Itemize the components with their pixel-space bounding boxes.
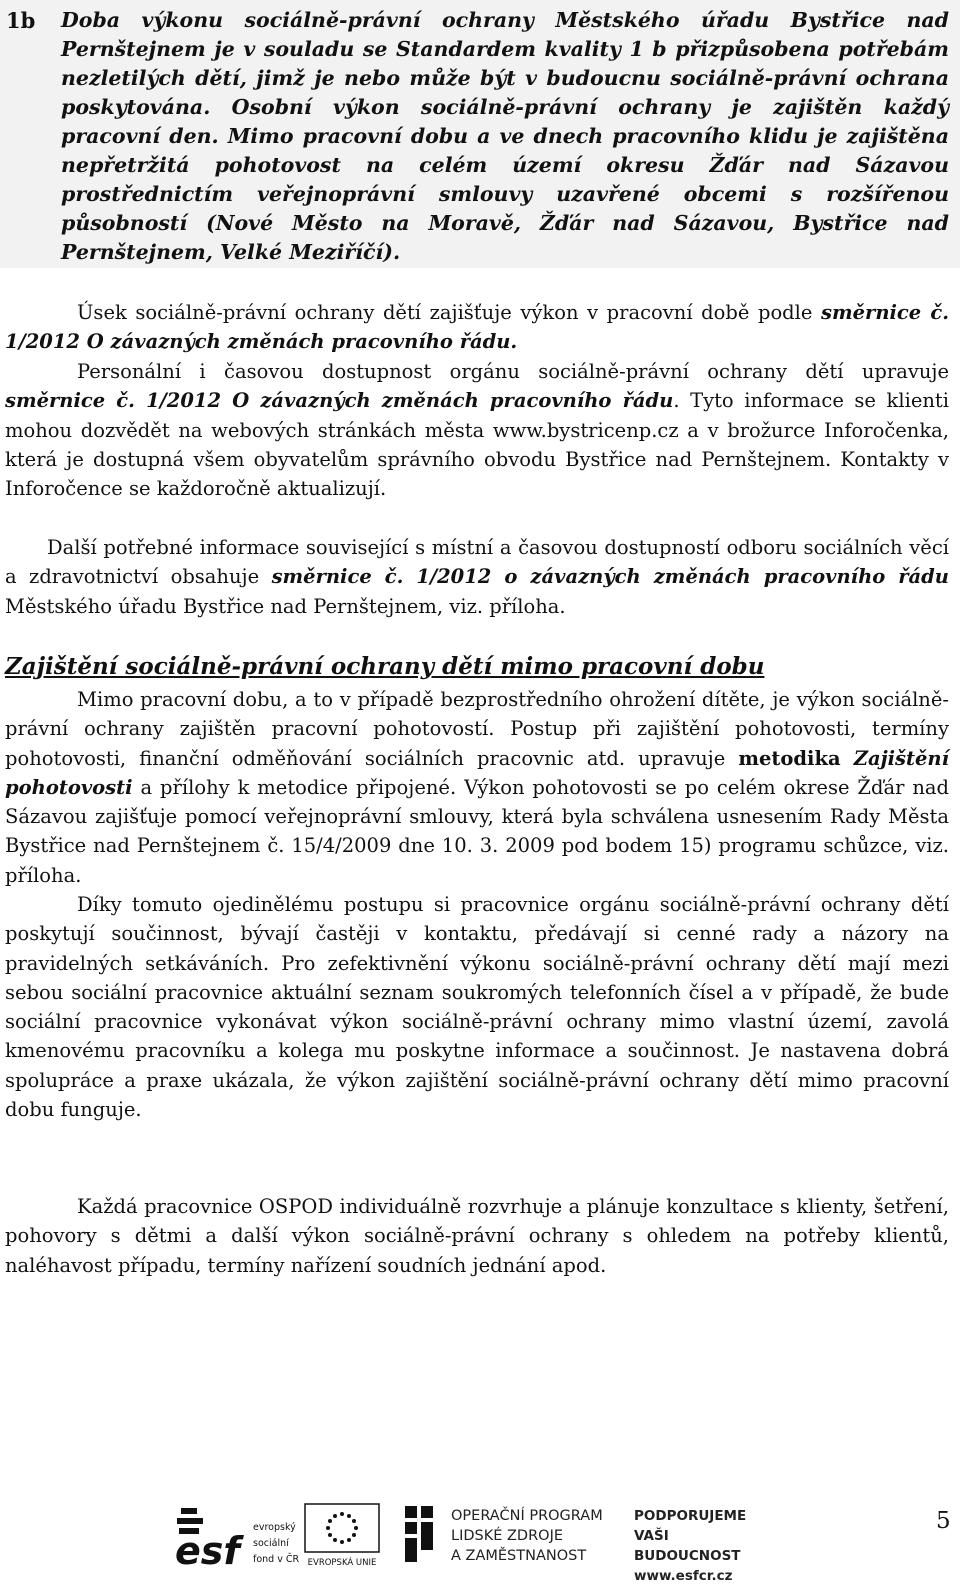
p2-directive: směrnice č. 1/2012 O závazných změnách pracovního řádu — [5, 389, 674, 413]
footer-logos — [175, 1500, 775, 1584]
p4-rest: a přílohy k metodice připojené. Výkon pohotovosti se po celém okrese Žďár nad Sázavou zajišťuje pomocí veřejnoprávní smlouvy, která byla schválena usnesením Rady Města Bystřice nad Pernštejnem č. 15/4/2009 dne 10. 3. 2009 pod bodem 15) programu schůzce, viz. příloha. — [5, 775, 949, 887]
p4-methodology: metodika — [738, 746, 841, 770]
p3-rest: Městského úřadu Bystřice nad Pernštejnem, viz. příloha. — [5, 594, 566, 618]
paragraph-availability — [5, 357, 949, 503]
standard-text: Doba výkonu sociálně-právní ochrany Městského úřadu Bystřice nad Pernštejnem je v souladu se Standardem kvality 1 b přizpůsobena potřebám nezletilých dětí, jimž je nebo může být v budoucnu sociálně-právní ochrana poskytována. Osobní výkon sociálně-právní ochrany je zajištěn každý pracovní den. Mimo pracovní dobu a ve dnech pracovního klidu je zajištěna nepřetržitá pohotovost na celém území okresu Žďár nad Sázavou prostřednictím veřejnoprávní smlouvy uzavřené obcemi s rozšířenou působností (Nové Město na Moravě, Žďár nad Sázavou, Bystřice nad Pernštejnem, Velké Meziříčí). — [61, 8, 949, 264]
section-heading: Zajištění sociálně-právní ochrany dětí mimo pracovní dobu — [5, 653, 765, 680]
page-number: 5 — [936, 1508, 951, 1534]
p6-text: Každá pracovnice OSPOD individuálně rozvrhuje a plánuje konzultace s klienty, šetření, pohovory s dětmi a další výkon sociálně-právní ochrany s ohledem na potřeby klientů, naléhavost případu, termíny nařízení soudních jednání apod. — [5, 1195, 949, 1277]
paragraph-consultations — [5, 1192, 949, 1280]
op-program-text: OPERAČNÍ PROGRAM LIDSKÉ ZDROJE A ZAMĚSTNANOST — [451, 1508, 603, 1564]
p1-directive: směrnice č. 1/2012 O závazných změnách pracovního řádu. — [5, 301, 950, 354]
paragraph-further-info — [5, 533, 949, 621]
p4-title: Zajištění pohotovosti — [5, 746, 950, 799]
support-text: PODPORUJEME VAŠI BUDOUCNOST www.esfcr.cz — [634, 1508, 747, 1584]
esf-label-line3: fond v ČR — [253, 1554, 299, 1565]
eu-label: EVROPSKÁ UNIE — [307, 1558, 377, 1568]
paragraph-cooperation — [5, 890, 949, 1124]
p3-text: Další potřebné informace související s místní a časovou dostupností odboru sociálních věcí a zdravotnictví obsahuje — [5, 536, 949, 589]
p2-text: Personální i časovou dostupnost orgánu sociálně-právní ochrany dětí upravuje — [77, 360, 949, 383]
paragraph-off-hours — [5, 685, 949, 890]
p2-rest: . Tyto informace se klienti mohou dozvědět na webových stránkách města www.bystricenp.cz a v brožurce Inforočenka, která je dostupná všem obyvatelům správního obvodu Bystřice nad Pernštejnem. Kontakty v Inforočence se každoročně aktualizují. — [5, 389, 949, 501]
op-lzz-logo-icon — [401, 1502, 445, 1568]
eu-flag-icon — [303, 1502, 383, 1568]
p1-text: Úsek sociálně-právní ochrany dětí zajišťuje výkon v pracovní době podle — [77, 301, 822, 324]
p3-directive: směrnice č. 1/2012 o závazných změnách pracovního řádu — [271, 565, 949, 589]
paragraph-working-hours — [5, 298, 949, 357]
esf-label-line2: sociální — [253, 1538, 289, 1549]
svg-text:esf: esf — [175, 1529, 240, 1568]
standard-number: 1b — [6, 8, 36, 33]
p5-text: Díky tomuto ojedinělému postupu si pracovnice orgánu sociálně-právní ochrany dětí poskytují součinnost, bývají častěji v kontaktu, předávají si cenné rady a názory na pravidelných setkáváních. Pro zefektivnění výkonu sociálně-právní ochrany dětí mají mezi sebou sociální pracovnice aktuální seznam soukromých telefonních čísel a v případě, že bude sociální pracovnice vykonávat výkon sociálně-právní ochrany mimo vlastní území, zavolá kmenovému pracovníku a kolega mu poskytne informace a součinnost. Je nastavena dobrá spolupráce a praxe ukázala, že výkon zajištění sociálně-právní ochrany dětí mimo pracovní dobu funguje. — [5, 893, 949, 1122]
standard-box — [0, 0, 960, 268]
p4-text: Mimo pracovní dobu, a to v případě bezprostředního ohrožení dítěte, je výkon sociálně-právní ochrany zajištěn pracovní pohotovostí. Postup při zajištění pohotovosti, termíny pohotovosti, finanční odměňování sociálních pracovnic atd. upravuje — [5, 688, 949, 770]
esf-label-line1: evropský — [253, 1522, 296, 1533]
esf-logo-icon — [175, 1502, 299, 1568]
